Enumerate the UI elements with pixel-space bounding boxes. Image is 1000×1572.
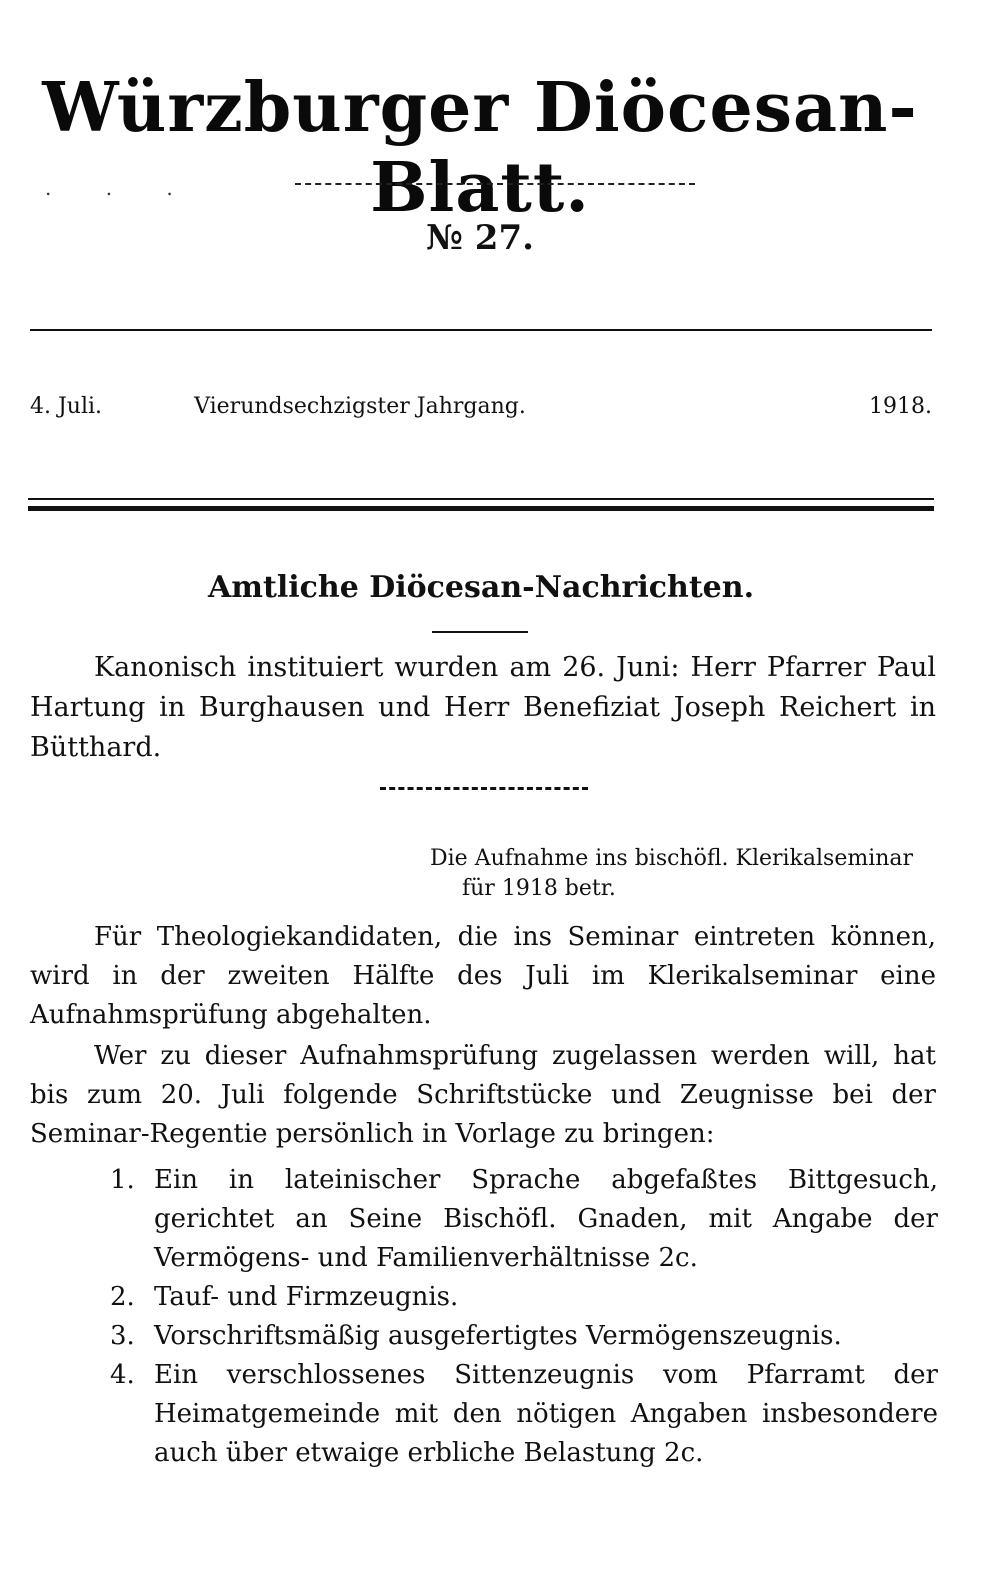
list-item-number: 1. [110,1165,135,1195]
issue-number: № 27. [426,218,534,258]
required-documents-list [110,1161,938,1473]
dateline [30,394,932,430]
seminar-paragraph-2: Wer zu dieser Aufnahmsprüfung zugelassen werden will, hat bis zum 20. Juli folgende Schriftstücke und Zeugnisse bei der Seminar-Regentie persönlich in Vorlage zu bringen: [30,1041,936,1149]
issue-year: 1918. [869,394,932,419]
decorative-dots: . . . [45,176,197,200]
notice-subject [430,844,940,904]
list-item-number: 2. [110,1282,135,1312]
dashed-divider-top [295,183,695,185]
dashed-divider-middle [380,787,588,790]
subject-line-2: für 1918 betr. [462,876,616,901]
list-item-text: Ein in lateinischer Sprache abgefaßtes Bittgesuch, gerichtet an Seine Bischöfl. Gnaden, mit Angabe der Vermögens- und Familienverhältnisse 2c. [154,1165,938,1273]
list-item-number: 4. [110,1360,135,1390]
subject-line-1: Die Aufnahme ins bischöfl. Klerikalseminar [430,846,914,871]
section-title: Amtliche Diöcesan-Nachrichten. [207,570,755,605]
masthead-title: Würzburger Diöcesan-Blatt. [42,68,918,228]
section-title-underline [432,631,528,633]
rule-divider [30,329,932,331]
double-rule-divider [28,498,934,511]
volume-label: Vierundsechzigster Jahrgang. [194,394,526,419]
list-item-text: Tauf- und Firmzeugnis. [154,1282,459,1312]
list-item-text: Ein verschlossenes Sittenzeugnis vom Pfarramt der Heimatgemeinde mit den nötigen Angaben insbesondere auch über etwaige erbliche Belastung 2c. [154,1360,938,1468]
list-item-text: Vorschriftsmäßig ausgefertigtes Vermögenszeugnis. [154,1321,842,1351]
list-item [110,1278,938,1317]
institution-notice: Kanonisch instituiert wurden am 26. Juni: Herr Pfarrer Paul Hartung in Burghausen und Herr Benefiziat Joseph Reichert in Bütthard. [30,652,936,763]
issue-date: 4. Juli. [30,394,103,419]
list-item [110,1356,938,1473]
list-item [110,1161,938,1278]
list-item [110,1317,938,1356]
seminar-paragraph-1: Für Theologiekandidaten, die ins Seminar eintreten können, wird in der zweiten Hälfte des Juli im Klerikalseminar eine Aufnahmsprüfung abgehalten. [30,922,936,1030]
list-item-number: 3. [110,1321,135,1351]
